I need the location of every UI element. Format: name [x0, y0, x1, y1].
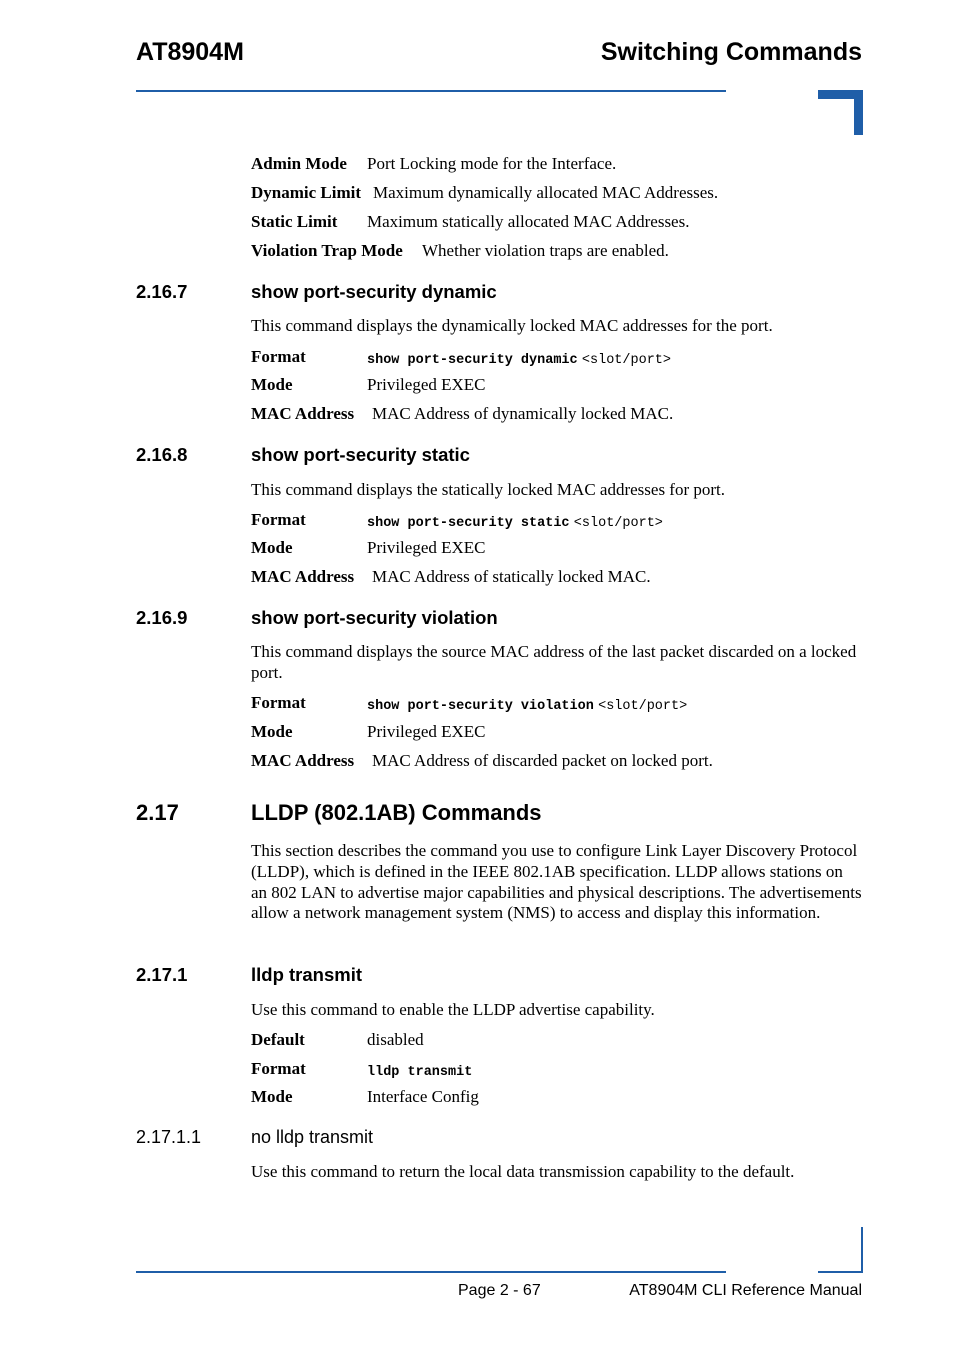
- footer-rule: [136, 1271, 726, 1273]
- section-number: 2.16.8: [136, 444, 188, 465]
- format-command: show port-security static: [367, 516, 570, 531]
- format-command: lldp transmit: [367, 1065, 473, 1080]
- field-label: Violation Trap Mode: [251, 241, 403, 260]
- mac-label: MAC Address: [251, 567, 355, 586]
- mode-row: [251, 1087, 479, 1107]
- format-argument: <slot/port>: [581, 353, 672, 368]
- header-product: AT8904M: [136, 38, 244, 66]
- mode-row: [251, 538, 486, 558]
- footer-page-number: Page 2 - 67: [458, 1282, 541, 1299]
- mac-row: [251, 404, 674, 424]
- mac-row: [251, 751, 713, 771]
- default-value: disabled: [367, 1030, 424, 1049]
- header-section: Switching Commands: [600, 38, 862, 66]
- mode-row: [251, 722, 486, 742]
- section-description: This section describes the command you use to configure Link Layer Discovery Protocol (LLDP), which is defined in the IEEE 802.1AB specification. LLDP allows stations on an 802 LAN to advertise major capabilities and physical descriptions. The advertisements allow a network management system (NMS) to access and display this information.: [251, 841, 862, 923]
- footer-corner-mark: [861, 1227, 863, 1273]
- mode-label: Mode: [251, 375, 293, 394]
- format-label: Format: [251, 1059, 306, 1078]
- mode-label: Mode: [251, 1087, 293, 1106]
- format-argument: <slot/port>: [573, 516, 663, 531]
- section-description: Use this command to enable the LLDP advertise capability.: [251, 1000, 655, 1019]
- header-rule: [136, 90, 726, 92]
- field-label: Static Limit: [251, 212, 338, 231]
- format-command: show port-security dynamic: [367, 353, 578, 368]
- footer-manual-title: AT8904M CLI Reference Manual: [629, 1282, 862, 1299]
- section-description: Use this command to return the local data transmission capability to the default.: [251, 1162, 795, 1181]
- chapter-section-title: LLDP (802.1AB) Commands: [251, 800, 542, 825]
- mode-value: Privileged EXEC: [367, 722, 486, 741]
- format-row: [251, 347, 672, 368]
- format-label: Format: [251, 510, 306, 529]
- mac-label: MAC Address: [251, 404, 355, 423]
- format-row: [251, 693, 688, 714]
- mode-value: Privileged EXEC: [367, 375, 486, 394]
- default-label: Default: [251, 1030, 305, 1049]
- section-number: 2.16.7: [136, 281, 188, 302]
- section-title: lldp transmit: [251, 964, 363, 985]
- footer-corner-mark-base: [818, 1271, 863, 1273]
- mode-value: Privileged EXEC: [367, 538, 486, 557]
- chapter-section-number: 2.17: [136, 800, 179, 825]
- format-label: Format: [251, 347, 306, 366]
- subsection-title: no lldp transmit: [251, 1127, 374, 1147]
- field-label: Dynamic Limit: [251, 183, 362, 202]
- mode-label: Mode: [251, 722, 293, 741]
- field-value: Maximum statically allocated MAC Addresses.: [367, 212, 690, 231]
- field-row-dynamic-limit: [251, 183, 719, 203]
- section-title: show port-security violation: [251, 607, 498, 628]
- subsection-number: 2.17.1.1: [136, 1127, 202, 1147]
- section-number: 2.17.1: [136, 964, 188, 985]
- mac-value: MAC Address of dynamically locked MAC.: [372, 404, 674, 423]
- section-title: show port-security dynamic: [251, 281, 497, 302]
- section-description: This command displays the source MAC address of the last packet discarded on a locked port.: [251, 642, 857, 682]
- mac-row: [251, 567, 651, 587]
- format-command: show port-security violation: [367, 699, 594, 714]
- section-title: show port-security static: [251, 444, 470, 465]
- section-number: 2.16.9: [136, 607, 188, 628]
- default-row: [251, 1030, 424, 1050]
- mac-value: MAC Address of discarded packet on locked port.: [372, 751, 713, 770]
- section-description: This command displays the dynamically locked MAC addresses for the port.: [251, 316, 773, 335]
- field-row-static-limit: [251, 212, 690, 232]
- mode-label: Mode: [251, 538, 293, 557]
- section-description: This command displays the statically locked MAC addresses for port.: [251, 480, 726, 499]
- format-label: Format: [251, 693, 306, 712]
- mac-label: MAC Address: [251, 751, 355, 770]
- field-row-admin-mode: [251, 154, 617, 174]
- mac-value: MAC Address of statically locked MAC.: [372, 567, 651, 586]
- mode-value: Interface Config: [367, 1087, 479, 1106]
- mode-row: [251, 375, 486, 395]
- field-label: Admin Mode: [251, 154, 347, 173]
- format-row: [251, 510, 663, 531]
- field-value: Port Locking mode for the Interface.: [367, 154, 617, 173]
- field-value: Maximum dynamically allocated MAC Addresses.: [373, 183, 719, 202]
- format-argument: <slot/port>: [598, 699, 688, 714]
- header-corner-mark: [818, 90, 863, 135]
- format-row: [251, 1059, 473, 1080]
- field-value: Whether violation traps are enabled.: [422, 241, 669, 260]
- field-row-violation-trap-mode: [251, 241, 669, 261]
